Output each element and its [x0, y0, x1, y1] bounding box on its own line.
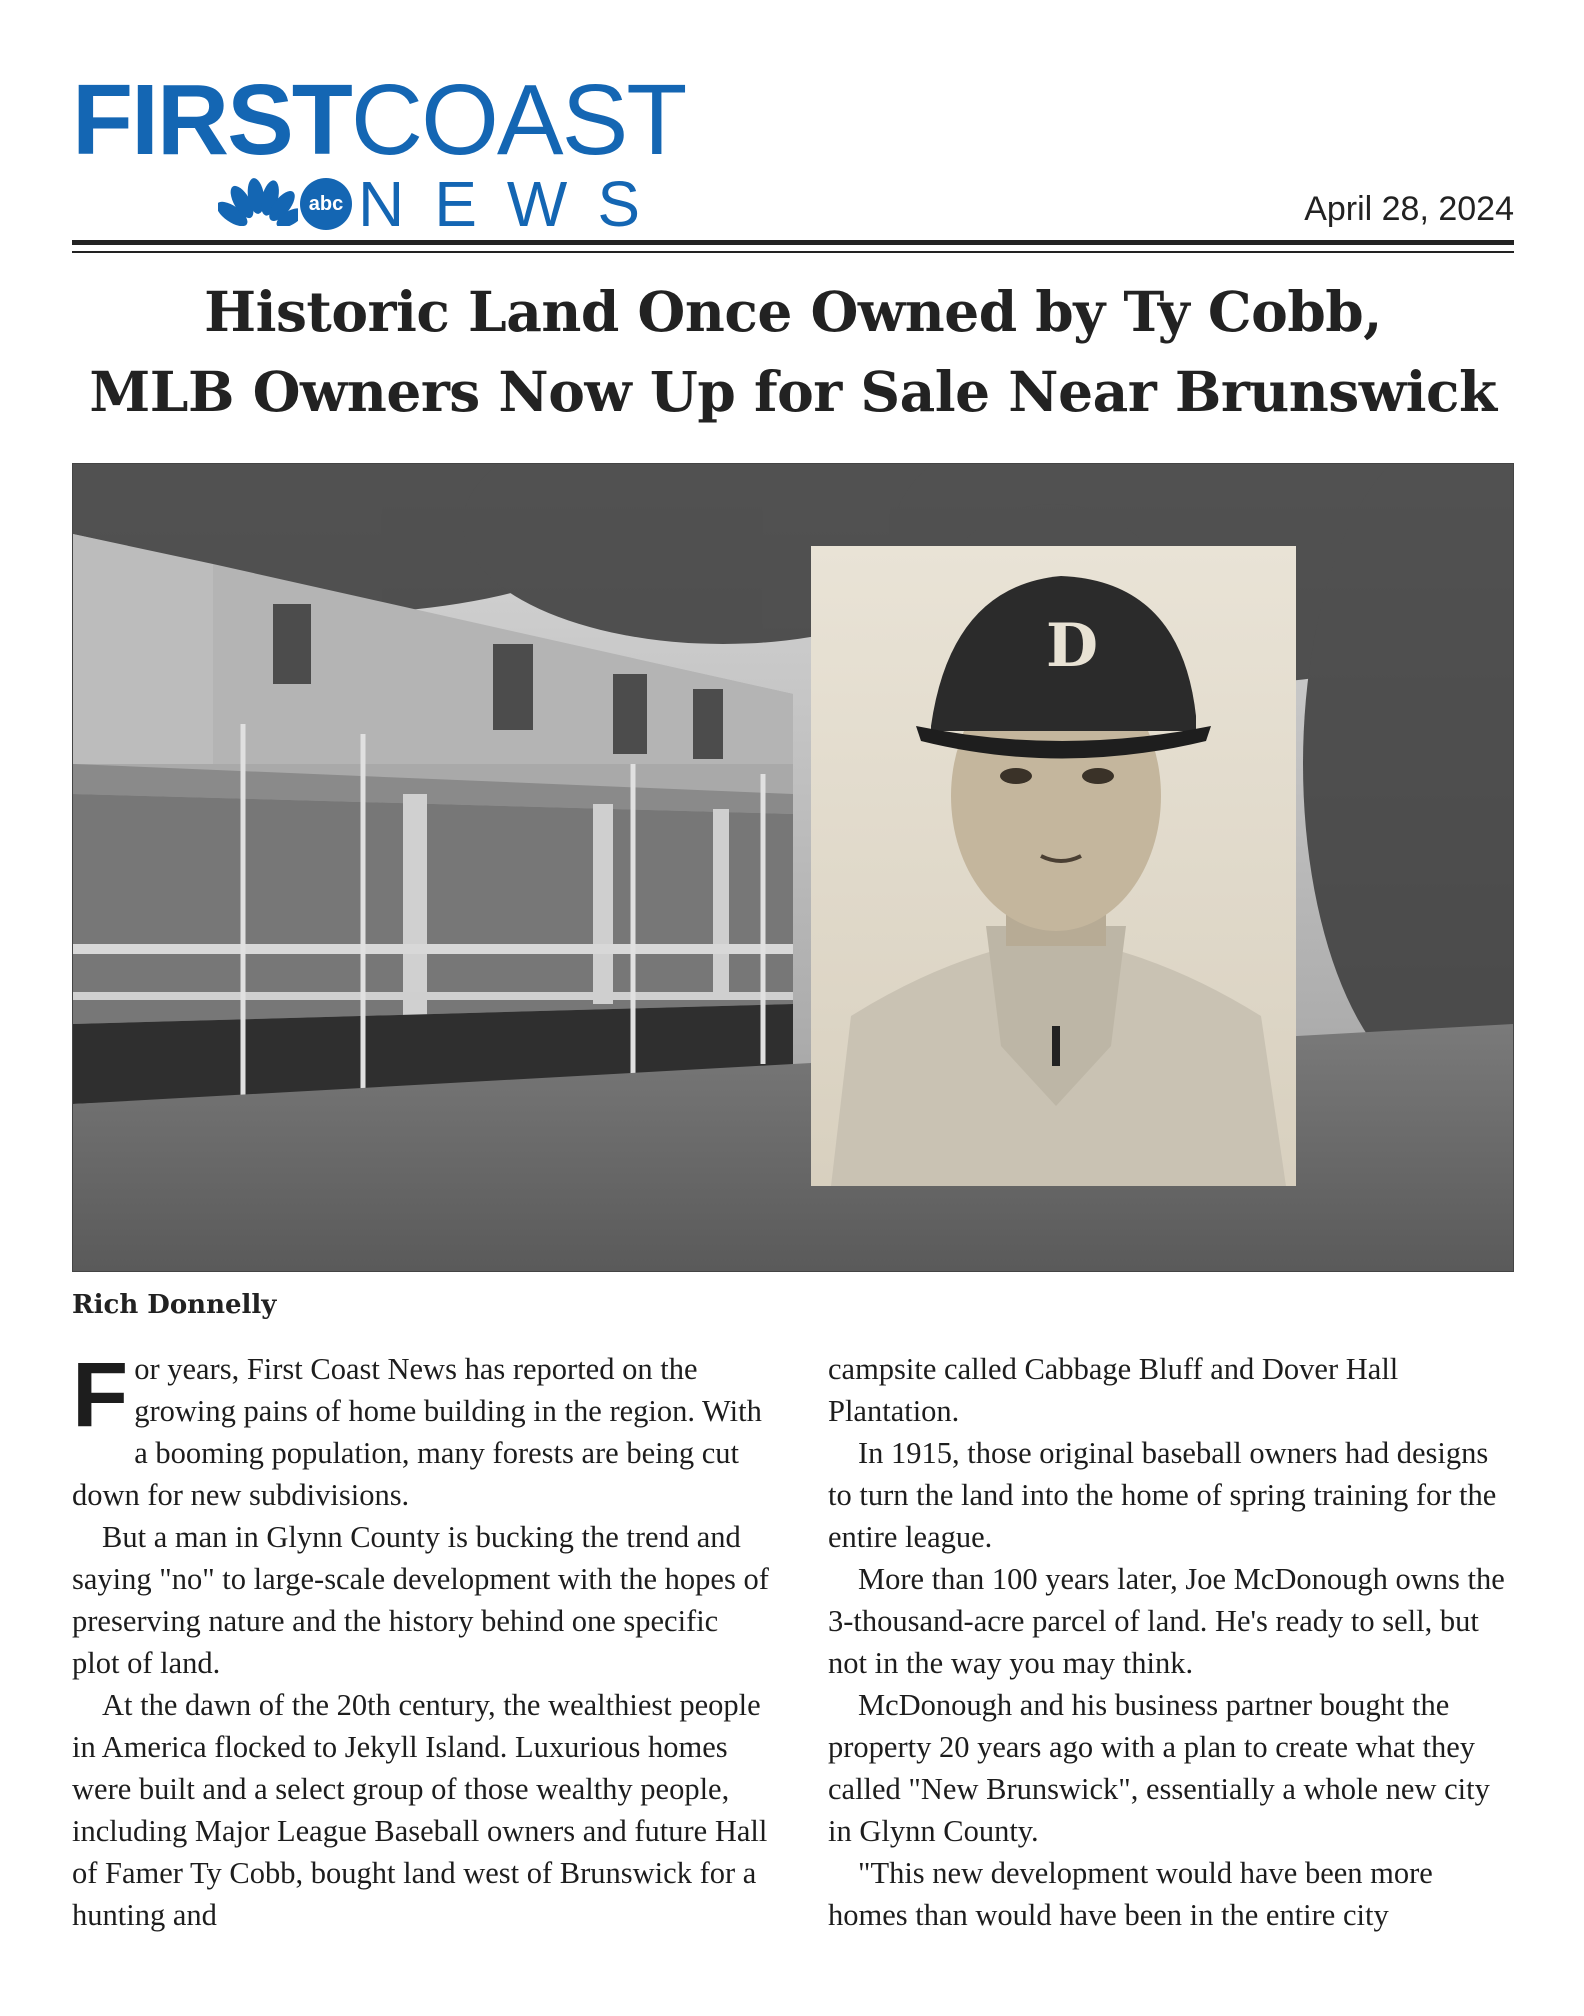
abc-logo-icon: abc [300, 178, 352, 230]
paragraph: More than 100 years later, Joe McDonough owns the 3-thousand-acre parcel of land. He's ready to sell, but not in the way you may think. [828, 1562, 1505, 1680]
logo-coast: COAST [350, 64, 686, 176]
paragraph: campsite called Cabbage Bluff and Dover Hall Plantation. [828, 1352, 1399, 1428]
article-column-2 [828, 1348, 1518, 1936]
paragraph: For years, First Coast News has reported on the growing pains of home building in the region. With a booming population, many forests are being cut down for new subdivisions. [72, 1344, 762, 1512]
header-rule-thin [72, 251, 1514, 253]
nbc-peacock-icon [218, 176, 298, 234]
paragraph: "This new development would have been more homes than would have been in the entire city [828, 1856, 1433, 1932]
article-photo [72, 463, 1514, 1272]
headline-line-1: Historic Land Once Owned by Ty Cobb, [204, 279, 1382, 344]
headline-line-2: MLB Owners Now Up for Sale Near Brunswick [89, 359, 1497, 424]
article-column-1 [72, 1344, 772, 1936]
masthead-logo [72, 64, 712, 240]
cap-letter: D [1046, 611, 1099, 681]
paragraph: In 1915, those original baseball owners had designs to turn the land into the home of spring training for the entire league. [828, 1436, 1497, 1554]
logo-first: FIRST [72, 64, 351, 176]
publication-date: April 28, 2024 [1304, 190, 1514, 228]
header-rule [72, 240, 1514, 245]
paragraph: But a man in Glynn County is bucking the trend and saying "no" to large-scale development with the hopes of preserving nature and the history behind one specific plot of land. [72, 1520, 769, 1680]
headline [72, 272, 1514, 432]
byline: Rich Donnelly [72, 1290, 277, 1320]
drop-cap: F [72, 1344, 129, 1446]
paragraph: At the dawn of the 20th century, the wealthiest people in America flocked to Jekyll Island. Luxurious homes were built and a select group of those wealthy people, including Major League Baseball owners and future Hall of Famer Ty Cobb, bought land west of Brunswick for a hunting and [72, 1688, 768, 1932]
logo-news: NEWS [358, 168, 670, 240]
paragraph: McDonough and his business partner bought the property 20 years ago with a plan to create what they called "New Brunswick", essentially a whole new city in Glynn County. [828, 1688, 1490, 1848]
logo-wordmark [72, 64, 686, 176]
ty-cobb-portrait [811, 546, 1296, 1186]
